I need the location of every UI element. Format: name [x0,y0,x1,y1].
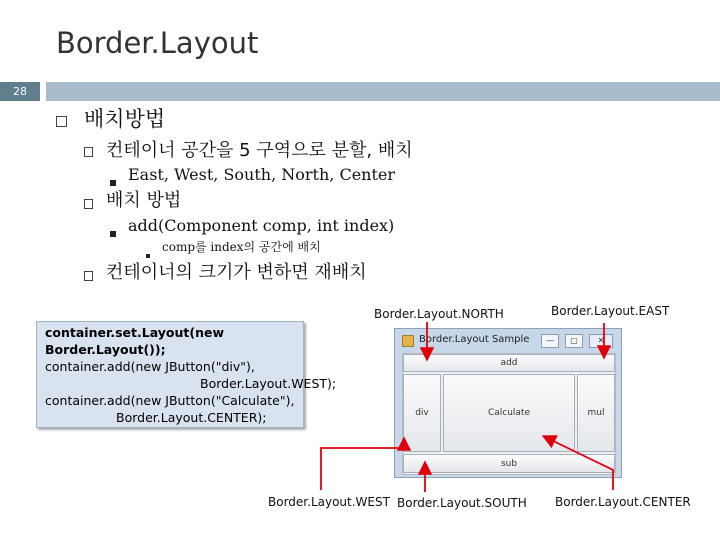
bullet-add-signature: add(Component comp, int index) [128,216,395,235]
code-line: container.add(new JButton("Calculate"), [45,393,295,408]
label-center: Border.Layout.CENTER [555,495,691,509]
bullet-placement-method: 배치방법 [84,107,166,131]
div-button[interactable]: div [403,374,441,452]
window-title: Border.Layout Sample [419,334,530,345]
sub-button[interactable]: sub [403,454,615,473]
bullet-comp-index: comp를 index의 공간에 배치 [162,240,321,254]
label-east: Border.Layout.EAST [551,304,670,318]
page-number: 28 [13,85,27,98]
bullet-relayout-on-resize: 컨테이너의 크기가 변하면 재배치 [106,262,367,283]
maximize-icon[interactable]: ▢ [565,334,583,348]
code-line: Border.Layout()); [45,342,166,357]
label-south: Border.Layout.SOUTH [397,496,527,510]
arrow-west [321,440,404,490]
label-north: Border.Layout.NORTH [374,307,504,321]
code-line: container.set.Layout(new [45,325,225,340]
calculate-button[interactable]: Calculate [443,374,575,452]
minimize-icon[interactable]: — [541,334,559,348]
add-button[interactable]: add [403,354,615,372]
bullet-split-five-regions: 컨테이너 공간을 5 구역으로 분할, 배치 [106,140,413,161]
slide-title: Border.Layout [56,26,259,60]
mul-button[interactable]: mul [577,374,615,452]
label-west: Border.Layout.WEST [268,495,390,509]
code-line: Border.Layout.CENTER); [116,410,267,425]
bullet-regions-list: East, West, South, North, Center [128,165,396,184]
code-line: container.add(new JButton("div"), [45,359,255,374]
close-icon[interactable]: ✕ [589,334,613,348]
bullet-how-to-place: 배치 방법 [106,190,182,211]
code-line: Border.Layout.WEST); [200,376,337,391]
arrow-center [545,437,613,490]
